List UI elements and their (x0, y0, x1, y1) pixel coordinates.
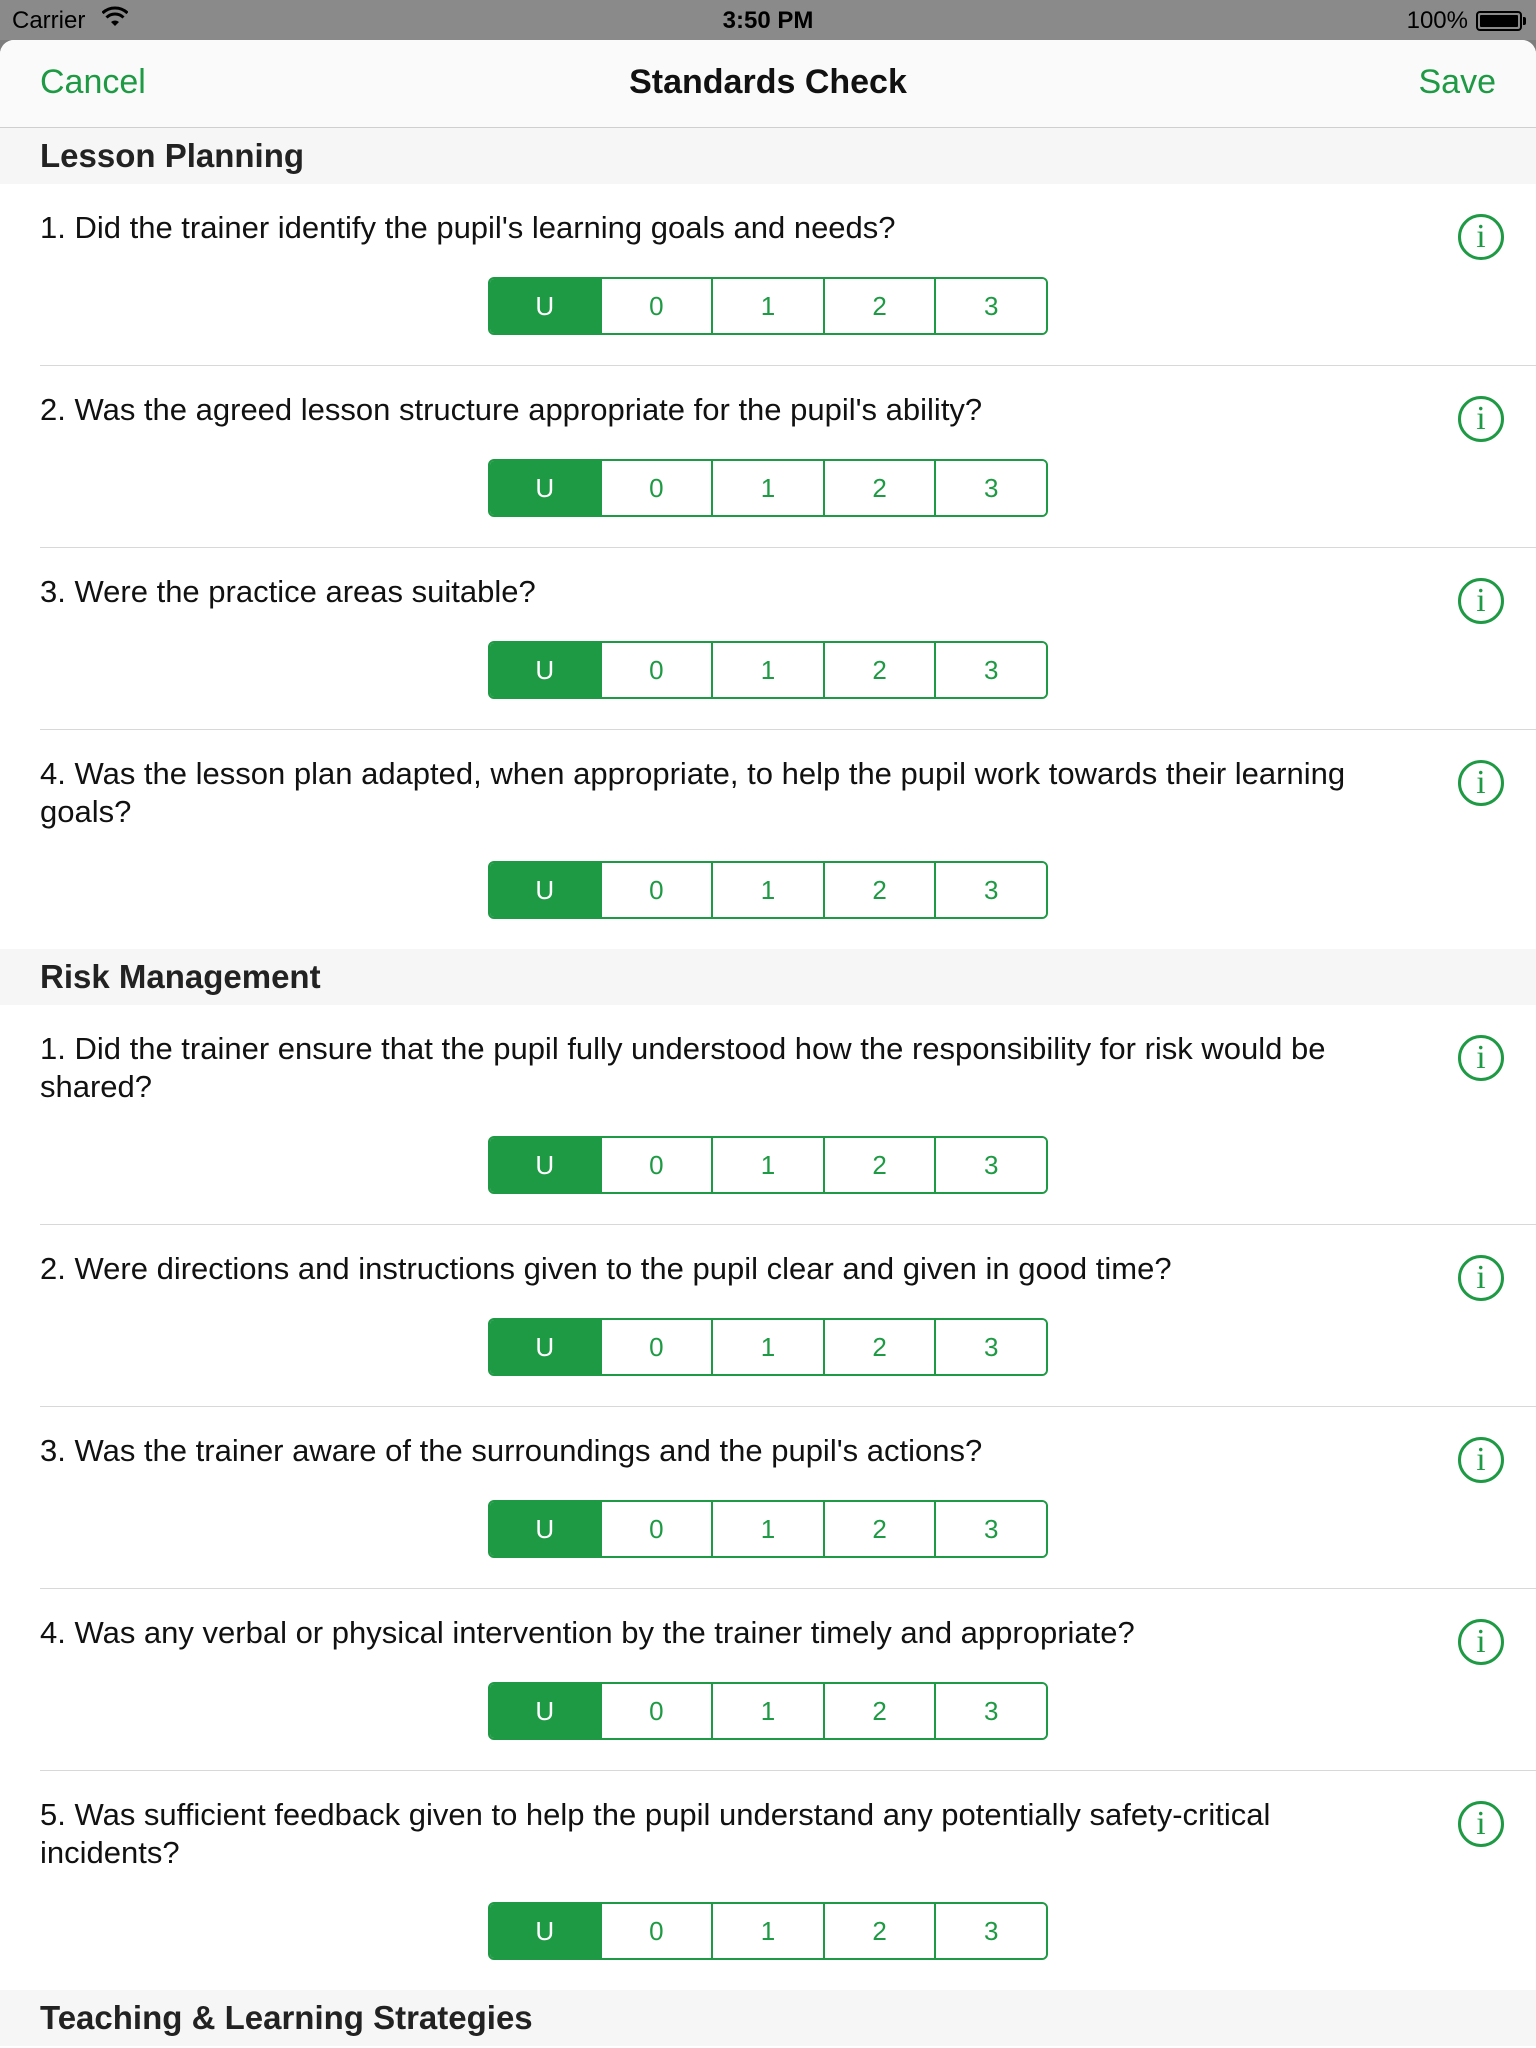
rating-option[interactable]: 1 (711, 461, 823, 515)
section-header: Teaching & Learning Strategies (0, 1990, 1536, 2046)
question-text: 3. Were the practice areas suitable? (40, 574, 536, 609)
question-row (0, 1005, 1536, 1224)
rating-option[interactable]: 2 (823, 461, 935, 515)
rating-option[interactable]: 3 (934, 1320, 1046, 1374)
section-header: Risk Management (0, 949, 1536, 1005)
rating-option[interactable]: U (490, 1320, 600, 1374)
rating-segmented-control (488, 277, 1048, 335)
cancel-button[interactable]: Cancel (40, 63, 146, 101)
info-icon[interactable]: i (1458, 1437, 1504, 1483)
rating-option[interactable]: U (490, 1502, 600, 1556)
rating-option[interactable]: 0 (600, 461, 712, 515)
info-icon[interactable]: i (1458, 1035, 1504, 1081)
question-row (0, 1771, 1536, 1990)
rating-option[interactable]: 2 (823, 643, 935, 697)
rating-option[interactable]: 0 (600, 1138, 712, 1192)
clock: 3:50 PM (722, 7, 814, 34)
rating-option[interactable]: 2 (823, 1502, 935, 1556)
question-text: 2. Was the agreed lesson structure appropriate for the pupil's ability? (40, 392, 983, 427)
question-row (0, 366, 1536, 547)
rating-option[interactable]: U (490, 1904, 600, 1958)
rating-option[interactable]: 3 (934, 461, 1046, 515)
rating-option[interactable]: 2 (823, 279, 935, 333)
info-icon[interactable]: i (1458, 1255, 1504, 1301)
rating-option[interactable]: 1 (711, 1904, 823, 1958)
info-icon[interactable]: i (1458, 578, 1504, 624)
rating-option[interactable]: 2 (823, 1320, 935, 1374)
rating-option[interactable]: 1 (711, 1684, 823, 1738)
info-icon[interactable]: i (1458, 1801, 1504, 1847)
rating-option[interactable]: 1 (711, 1138, 823, 1192)
modal-sheet (0, 40, 1536, 2048)
rating-segmented-control (488, 1136, 1048, 1194)
rating-option[interactable]: U (490, 461, 600, 515)
page-title: Standards Check (629, 63, 907, 101)
rating-option[interactable]: U (490, 643, 600, 697)
battery-percent: 100% (1406, 7, 1468, 34)
question-text: 3. Was the trainer aware of the surroundings and the pupil's actions? (40, 1433, 983, 1468)
question-row (0, 184, 1536, 365)
save-button[interactable]: Save (1418, 63, 1496, 101)
question-row (0, 730, 1536, 949)
rating-option[interactable]: 3 (934, 643, 1046, 697)
status-bar (0, 0, 1536, 40)
info-icon[interactable]: i (1458, 1619, 1504, 1665)
question-row (0, 548, 1536, 729)
question-row (0, 1225, 1536, 1406)
rating-option[interactable]: 1 (711, 643, 823, 697)
rating-segmented-control (488, 861, 1048, 919)
rating-segmented-control (488, 1318, 1048, 1376)
question-text: 4. Was the lesson plan adapted, when appropriate, to help the pupil work towards their learning goals? (40, 756, 1346, 829)
info-icon[interactable]: i (1458, 214, 1504, 260)
rating-segmented-control (488, 1682, 1048, 1740)
rating-option[interactable]: 3 (934, 279, 1046, 333)
navigation-bar (0, 40, 1536, 128)
rating-option[interactable]: U (490, 863, 600, 917)
rating-option[interactable]: 0 (600, 1320, 712, 1374)
rating-option[interactable]: 2 (823, 1138, 935, 1192)
rating-option[interactable]: 3 (934, 863, 1046, 917)
rating-option[interactable]: U (490, 1684, 600, 1738)
rating-option[interactable]: 1 (711, 1320, 823, 1374)
rating-option[interactable]: 2 (823, 1904, 935, 1958)
rating-option[interactable]: 3 (934, 1138, 1046, 1192)
question-text: 1. Did the trainer ensure that the pupil fully understood how the responsibility for risk would be shared? (40, 1031, 1326, 1104)
rating-segmented-control (488, 459, 1048, 517)
carrier-label: Carrier (12, 7, 86, 34)
rating-option[interactable]: 0 (600, 279, 712, 333)
rating-segmented-control (488, 1500, 1048, 1558)
rating-option[interactable]: 0 (600, 643, 712, 697)
rating-option[interactable]: 0 (600, 1502, 712, 1556)
rating-option[interactable]: 0 (600, 863, 712, 917)
rating-option[interactable]: 1 (711, 863, 823, 917)
rating-option[interactable]: 0 (600, 1684, 712, 1738)
rating-option[interactable]: 2 (823, 1684, 935, 1738)
rating-option[interactable]: 3 (934, 1502, 1046, 1556)
rating-option[interactable]: 1 (711, 1502, 823, 1556)
rating-segmented-control (488, 641, 1048, 699)
rating-option[interactable]: U (490, 279, 600, 333)
question-row (0, 1407, 1536, 1588)
question-text: 2. Were directions and instructions given to the pupil clear and given in good time? (40, 1251, 1172, 1286)
rating-option[interactable]: 2 (823, 863, 935, 917)
rating-option[interactable]: 3 (934, 1684, 1046, 1738)
question-text: 4. Was any verbal or physical intervention by the trainer timely and appropriate? (40, 1615, 1135, 1650)
info-icon[interactable]: i (1458, 396, 1504, 442)
standards-form (0, 128, 1536, 2046)
question-text: 5. Was sufficient feedback given to help the pupil understand any potentially safety-critical incidents? (40, 1797, 1271, 1870)
info-icon[interactable]: i (1458, 760, 1504, 806)
battery-icon (1476, 11, 1522, 31)
question-row (0, 1589, 1536, 1770)
rating-option[interactable]: U (490, 1138, 600, 1192)
rating-option[interactable]: 1 (711, 279, 823, 333)
rating-segmented-control (488, 1902, 1048, 1960)
section-header: Lesson Planning (0, 128, 1536, 184)
rating-option[interactable]: 0 (600, 1904, 712, 1958)
rating-option[interactable]: 3 (934, 1904, 1046, 1958)
question-text: 1. Did the trainer identify the pupil's learning goals and needs? (40, 210, 896, 245)
